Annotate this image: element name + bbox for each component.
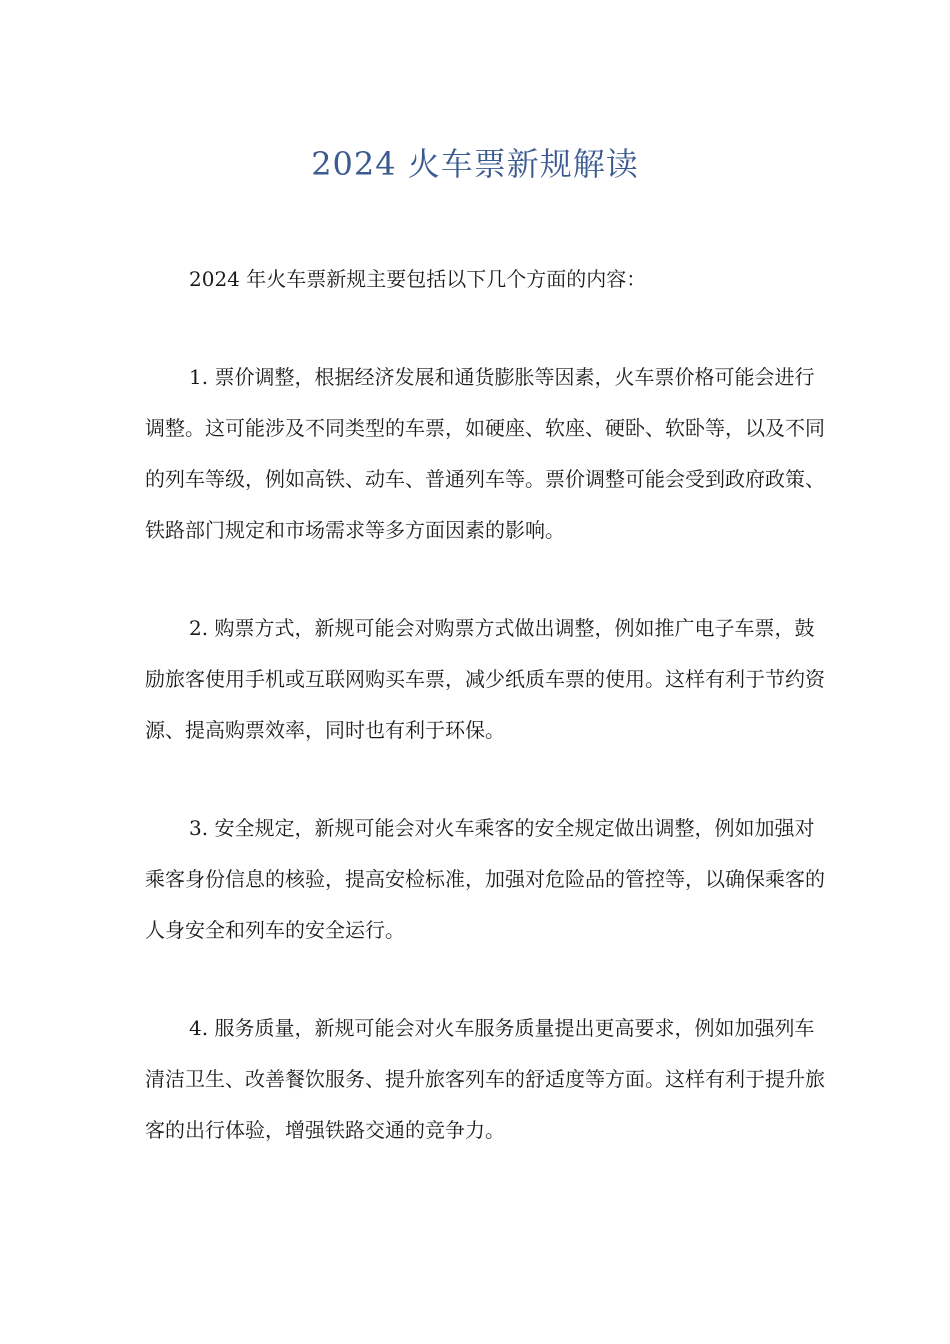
section-paragraph-1: 1. 票价调整，根据经济发展和通货膨胀等因素，火车票价格可能会进行调整。这可能涉及不同类型的车票，如硬座、软座、硬卧、软卧等，以及不同的列车等级，例如高铁、动车、普通列车等。票价调整可能会受到政府政策、铁路部门规定和市场需求等多方面因素的影响。 bbox=[145, 365, 825, 542]
document-title: 2024 火车票新规解读 bbox=[311, 145, 639, 183]
intro-paragraph: 2024 年火车票新规主要包括以下几个方面的内容： bbox=[189, 267, 647, 291]
section-paragraph-3: 3. 安全规定，新规可能会对火车乘客的安全规定做出调整，例如加强对乘客身份信息的核验，提高安检标准，加强对危险品的管控等，以确保乘客的人身安全和列车的安全运行。 bbox=[145, 816, 825, 942]
section-paragraph-4: 4. 服务质量，新规可能会对火车服务质量提出更高要求，例如加强列车清洁卫生、改善餐饮服务、提升旅客列车的舒适度等方面。这样有利于提升旅客的出行体验，增强铁路交通的竞争力。 bbox=[145, 1016, 825, 1142]
document-body bbox=[145, 254, 825, 1156]
section-paragraph-2: 2. 购票方式，新规可能会对购票方式做出调整，例如推广电子车票，鼓励旅客使用手机或互联网购买车票，减少纸质车票的使用。这样有利于节约资源、提高购票效率，同时也有利于环保。 bbox=[145, 616, 825, 742]
